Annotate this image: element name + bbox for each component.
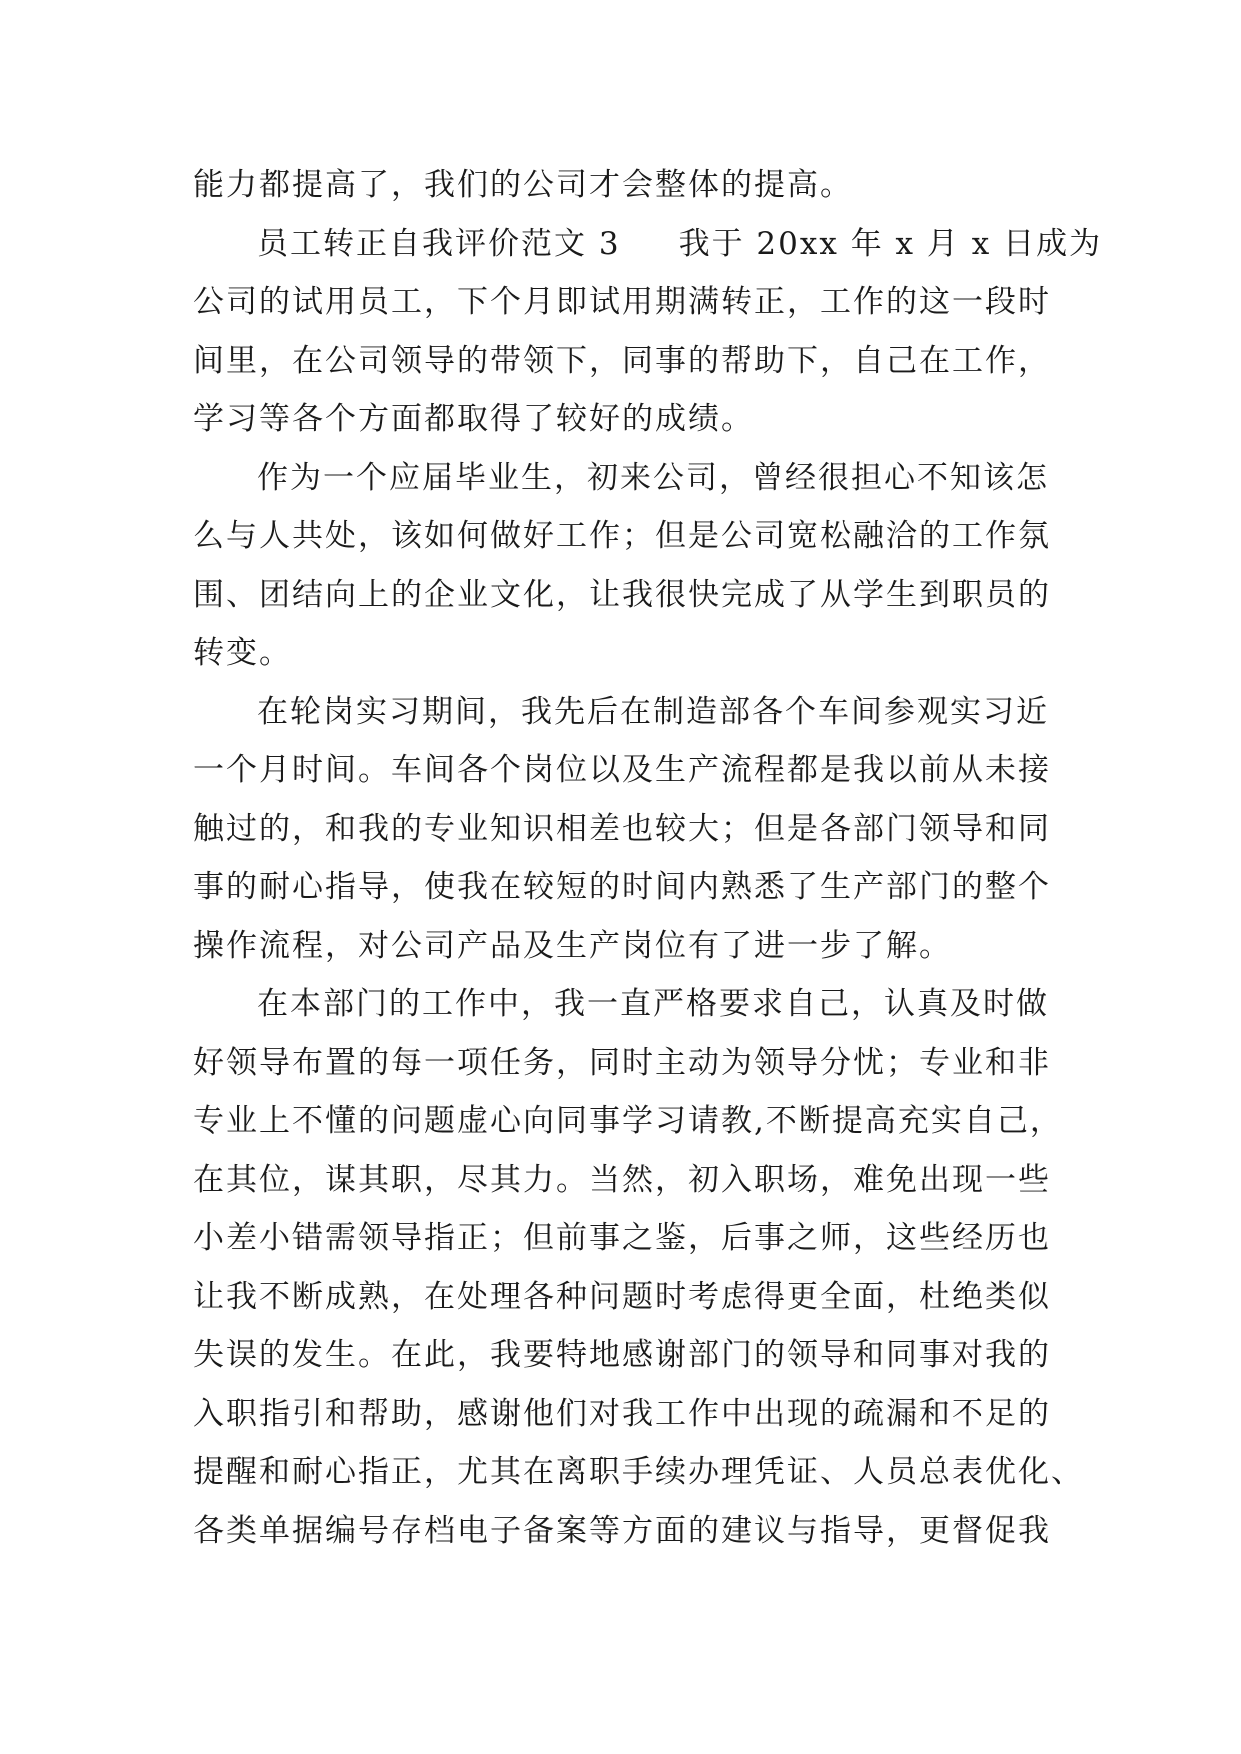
- text-line: 在轮岗实习期间，我先后在制造部各个车间参观实习近: [257, 693, 1049, 730]
- text-line: 学习等各个方面都取得了较好的成绩。: [193, 401, 754, 437]
- text-line: 事的耐心指导，使我在较短的时间内熟悉了生产部门的整个: [193, 869, 1051, 905]
- text-line: 触过的，和我的专业知识相差也较大；但是各部门领导和同: [193, 810, 1051, 847]
- body-text: [193, 156, 1103, 1560]
- text-line: 失误的发生。在此，我要特地感谢部门的领导和同事对我的: [193, 1337, 1051, 1373]
- text-line: 在其位，谋其职，尽其力。当然，初入职场，难免出现一些: [193, 1161, 1051, 1198]
- text-line: 转变。: [193, 635, 292, 671]
- text-fragment: 我于 20xx 年 x 月 x 日成为: [678, 225, 1103, 262]
- text-line: 好领导布置的每一项任务，同时主动为领导分忧；专业和非: [193, 1044, 1051, 1081]
- text-line: 小差小错需领导指正；但前事之鉴，后事之师，这些经历也: [193, 1220, 1051, 1256]
- text-line: 一个月时间。车间各个岗位以及生产流程都是我以前从未接: [193, 752, 1051, 788]
- text-line: 操作流程，对公司产品及生产岗位有了进一步了解。: [193, 927, 952, 964]
- text-line: 间里，在公司领导的带领下，同事的帮助下，自己在工作，: [193, 342, 1051, 379]
- text-line: 各类单据编号存档电子备案等方面的建议与指导，更督促我: [193, 1512, 1051, 1549]
- text-line: 么与人共处，该如何做好工作；但是公司宽松融洽的工作氛: [193, 518, 1051, 554]
- section-heading: 员工转正自我评价范文 3: [257, 225, 621, 262]
- text-line: [193, 215, 1103, 274]
- text-line: 能力都提高了，我们的公司才会整体的提高。: [193, 167, 853, 203]
- text-line: 围、团结向上的企业文化，让我很快完成了从学生到职员的: [193, 576, 1051, 613]
- text-line: 公司的试用员工，下个月即试用期满转正，工作的这一段时: [193, 284, 1051, 320]
- text-line: 在本部门的工作中，我一直严格要求自己，认真及时做: [257, 986, 1049, 1022]
- text-line: 作为一个应届毕业生，初来公司，曾经很担心不知该怎: [257, 459, 1049, 496]
- text-line: 专业上不懂的问题虚心向同事学习请教,不断提高充实自己，: [193, 1103, 1063, 1139]
- text-line: 提醒和耐心指正，尤其在离职手续办理凭证、人员总表优化、: [193, 1454, 1084, 1490]
- text-line: 入职指引和帮助，感谢他们对我工作中出现的疏漏和不足的: [193, 1395, 1051, 1432]
- text-line: 让我不断成熟，在处理各种问题时考虑得更全面，杜绝类似: [193, 1278, 1051, 1315]
